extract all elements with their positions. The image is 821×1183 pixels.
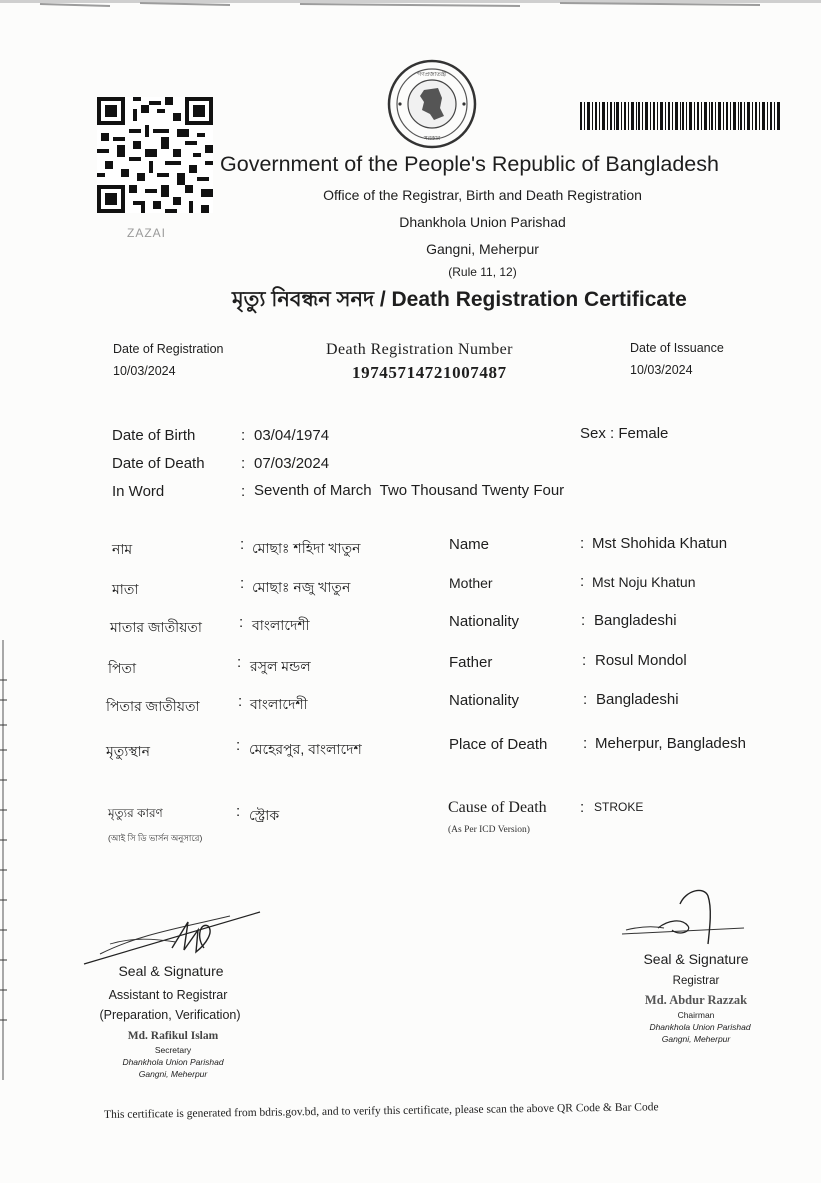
mother-value: Mst Noju Khatun [592,574,696,590]
colon: : [241,455,246,472]
colon: : [236,803,241,820]
colon: : [582,652,587,669]
place-of-death-value: Meherpur, Bangladesh [595,735,746,752]
colon: : [580,535,585,552]
date-of-registration-label: Date of Registration [113,342,224,356]
colon: : [580,573,585,590]
father-bn-label: পিতা [108,660,137,676]
cause-of-death-label: Cause of Death [448,799,547,816]
father-bn-value: রসুল মন্ডল [250,658,311,674]
union-name: Dhankhola Union Parishad [399,214,566,230]
location: Gangni, Meherpur [426,241,539,257]
date-of-death-label: Date of Death [112,455,205,472]
left-signer-role: Assistant to Registrar [108,988,228,1002]
signature-scribble-left [80,908,264,968]
place-of-death-label: Place of Death [449,736,548,753]
colon: : [237,654,242,671]
father-nationality-bn-value: বাংলাদেশী [250,696,308,712]
date-of-death-value: 07/03/2024 [254,455,330,472]
svg-text:গণপ্রজাতন্ত্রী: গণপ্রজাতন্ত্রী [417,71,447,78]
colon: : [241,427,246,444]
place-of-death-bn-value: মেহেরপুর, বাংলাদেশ [249,741,362,757]
left-signer-place: Gangni, Meherpur [138,1069,208,1079]
left-signer-name: Md. Rafikul Islam [127,1030,219,1042]
colon: : [239,614,244,631]
page-edge-marks [0,640,8,1080]
mother-bn-value: মোছাঃ নজু খাতুন [252,579,351,595]
registration-number-value: 19745714721007487 [352,363,507,382]
right-signer-org: Dhankhola Union Parishad [649,1022,751,1032]
colon: : [580,799,585,816]
svg-text:সরকার: সরকার [423,135,441,142]
date-of-birth-value: 03/04/1974 [254,427,330,444]
mother-nationality-bn-label: মাতার জাতীয়তা [110,619,202,635]
colon: : [581,612,586,629]
registration-number-label: Death Registration Number [326,341,513,358]
date-of-birth-label: Date of Birth [112,427,196,444]
colon: : [240,575,245,592]
father-nationality-label: Nationality [449,692,520,709]
father-nationality-value: Bangladeshi [596,691,679,708]
government-title: Government of the People's Republic of Bangladesh [220,152,719,176]
left-signer-purpose: (Preparation, Verification) [99,1008,241,1022]
office-title: Office of the Registrar, Birth and Death Registration [323,187,642,203]
verification-footer: This certificate is generated from bdris.gov.bd, and to verify this certificate, please scan the above QR Code & Bar Code [103,1101,659,1121]
father-value: Rosul Mondol [595,652,687,669]
mother-nationality-bn-value: বাংলাদেশী [252,617,310,633]
government-seal-logo [386,58,478,150]
date-of-issuance-value: 10/03/2024 [630,363,693,377]
place-of-death-bn-label: মৃত্যুস্থান [106,743,151,759]
name-bn-value: মোছাঃ শহিদা খাতুন [252,540,361,556]
colon: : [583,735,588,752]
date-of-issuance-label: Date of Issuance [630,341,724,355]
right-signer-designation: Chairman [677,1010,715,1020]
in-word-label: In Word [112,483,165,500]
left-seal-signature-label: Seal & Signature [118,963,224,979]
name-label: Name [449,536,490,553]
rule-reference: (Rule 11, 12) [448,265,517,279]
colon: : [238,693,243,710]
name-bn-label: নাম [112,541,133,557]
colon: : [241,483,246,500]
colon: : [583,691,588,708]
mother-nationality-label: Nationality [449,613,520,630]
mother-bn-label: মাতা [112,581,139,597]
name-value: Mst Shohida Khatun [592,535,728,552]
cause-of-death-bn-value: স্ট্রোক [249,807,280,823]
left-signer-designation: Secretary [154,1045,192,1055]
sex-value: Sex : Female [580,425,669,442]
father-label: Father [449,654,493,671]
in-word-value: Seventh of March Two Thousand Twenty Four [254,482,565,499]
cause-of-death-note: (As Per ICD Version) [448,825,530,835]
right-signer-place: Gangni, Meherpur [661,1034,731,1044]
left-signer-org: Dhankhola Union Parishad [122,1057,224,1067]
cause-of-death-bn-note: (আই সি ডি ভার্সন অনুসারে) [108,833,203,843]
right-seal-signature-label: Seal & Signature [643,951,749,967]
qr-caption: ZAZAI [127,226,167,240]
barcode[interactable] [580,102,782,130]
cause-of-death-value: STROKE [594,800,644,814]
mother-label: Mother [449,575,493,591]
father-nationality-bn-label: পিতার জাতীয়তা [106,698,200,714]
right-signer-role: Registrar [672,975,720,987]
top-scan-strip [0,0,821,10]
mother-nationality-value: Bangladeshi [594,612,677,629]
right-signer-name: Md. Abdur Razzak [644,993,748,1007]
colon: : [240,536,245,553]
cause-of-death-bn-label: মৃত্যুর কারণ [108,806,163,820]
date-of-registration-value: 10/03/2024 [113,364,176,378]
colon: : [236,737,241,754]
signature-scribble-right [618,884,748,948]
certificate-title: মৃত্যু নিবন্ধন সনদ / Death Registration Certificate [232,288,687,311]
